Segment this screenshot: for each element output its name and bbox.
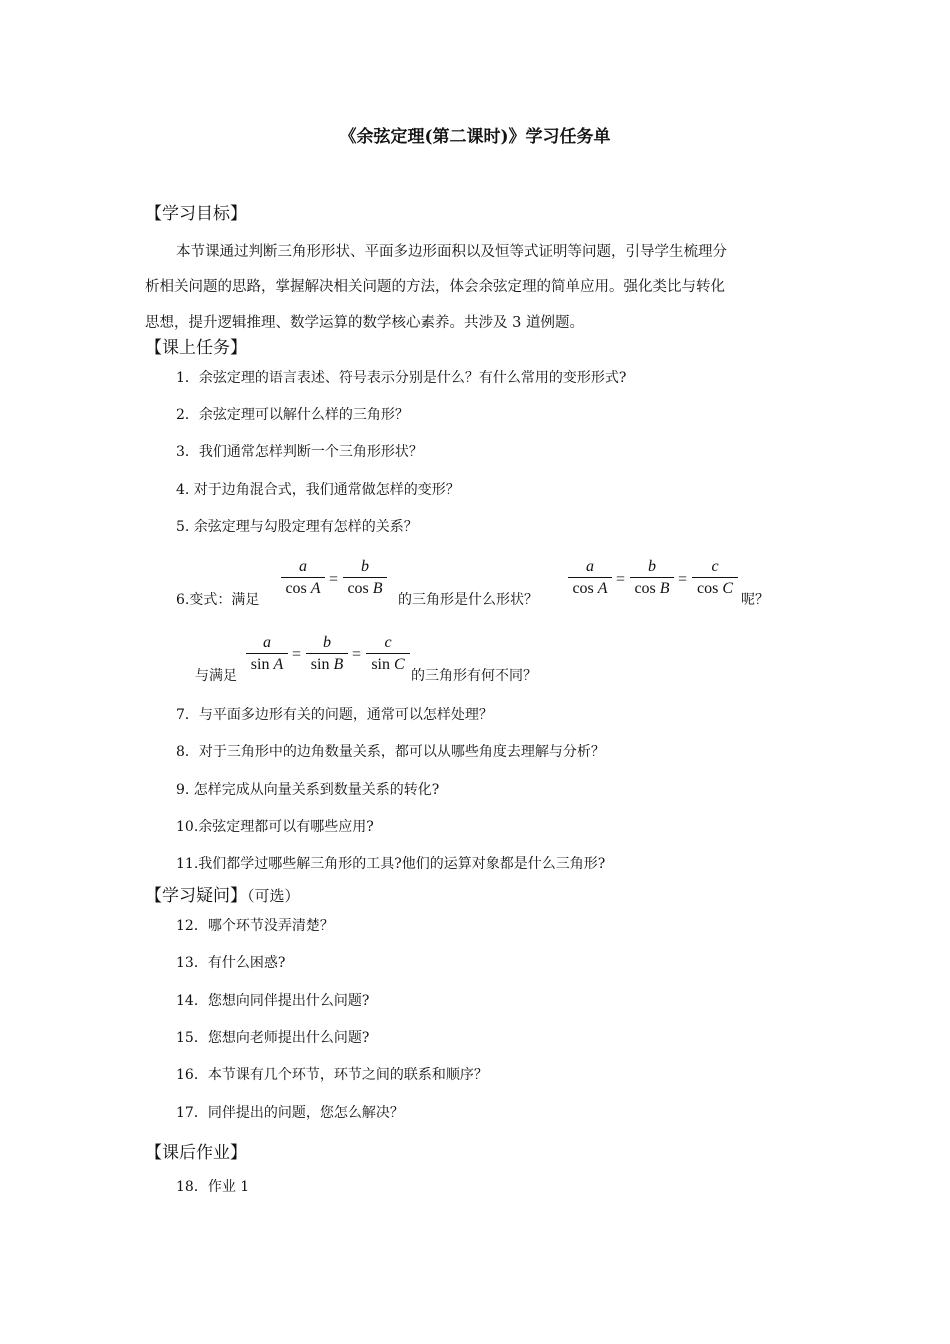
- task-item-6-line2-prefix: 与满足: [195, 668, 237, 684]
- task-item-7: 7．与平面多边形有关的问题，通常可以怎样处理？: [176, 707, 493, 723]
- fraction-a-over-sinA: a sin A: [246, 633, 288, 676]
- section-heading-goals: 【学习目标】: [145, 204, 247, 224]
- goals-line-2: 析相关问题的思路，掌握解决相关问题的方法，体会余弦定理的简单应用。强化类比与转化: [145, 279, 725, 295]
- fraction-a-over-cosA: a cos A: [281, 557, 325, 600]
- equals-sign: =: [352, 646, 362, 663]
- task-item-5: 5. 余弦定理与勾股定理有怎样的关系？: [176, 519, 418, 535]
- equals-sign: =: [678, 571, 688, 588]
- fraction-b-over-sinB: b sin B: [306, 633, 348, 676]
- goals-line-1: 本节课通过判断三角形形状、平面多边形面积以及恒等式证明等问题，引导学生梳理分: [176, 244, 727, 260]
- fraction-a-over-cosA-2: a cos A: [568, 557, 612, 600]
- task-item-8: 8．对于三角形中的边角数量关系，都可以从哪些角度去理解与分析？: [176, 744, 605, 760]
- section-heading-homework: 【课后作业】: [145, 1143, 247, 1163]
- task-item-11: 11.我们都学过哪些解三角形的工具?他们的运算对象都是什么三角形?: [176, 856, 606, 872]
- task-item-2: 2．余弦定理可以解什么样的三角形？: [176, 407, 409, 423]
- equals-sign: =: [616, 571, 626, 588]
- fraction-b-over-cosB-2: b cos B: [630, 557, 674, 600]
- task-item-1: 1．余弦定理的语言表述、符号表示分别是什么？有什么常用的变形形式?: [176, 370, 627, 386]
- section-heading-tasks: 【课上任务】: [145, 338, 247, 358]
- question-item-14: 14．您想向同伴提出什么问题?: [176, 993, 370, 1009]
- fraction-c-over-sinC: c sin C: [366, 633, 410, 676]
- task-item-4: 4. 对于边角混合式，我们通常做怎样的变形？: [176, 482, 460, 498]
- section-heading-questions: 【学习疑问】（可选）: [145, 886, 300, 906]
- question-item-12: 12．哪个环节没弄清楚？: [176, 918, 334, 934]
- task-item-6-line2-suffix: 的三角形有何不同？: [411, 668, 537, 684]
- question-item-16: 16．本节课有几个环节，环节之间的联系和顺序？: [176, 1067, 488, 1083]
- task-item-9: 9. 怎样完成从向量关系到数量关系的转化?: [176, 782, 440, 798]
- homework-item-18: 18．作业 1: [176, 1179, 250, 1195]
- fraction-c-over-cosC: c cos C: [692, 557, 738, 600]
- task-item-3: 3．我们通常怎样判断一个三角形形状？: [176, 444, 423, 460]
- task-item-6-suffix: 呢？: [741, 592, 769, 608]
- equals-sign: =: [329, 571, 339, 588]
- goals-line-3: 思想，提升逻辑推理、数学运算的数学核心素养。共涉及 3 道例题。: [145, 315, 584, 331]
- task-item-6-middle: 的三角形是什么形状？: [398, 592, 538, 608]
- equals-sign: =: [292, 646, 302, 663]
- question-item-13: 13．有什么困惑?: [176, 955, 286, 971]
- fraction-b-over-cosB: b cos B: [343, 557, 387, 600]
- page-title: 《余弦定理(第二课时)》学习任务单: [339, 127, 611, 147]
- optional-note: （可选）: [247, 887, 300, 905]
- question-item-17: 17．同伴提出的问题，您怎么解决？: [176, 1105, 404, 1121]
- question-item-15: 15．您想向老师提出什么问题?: [176, 1030, 370, 1046]
- task-item-6-prefix: 6.变式：满足: [176, 592, 260, 608]
- task-item-10: 10.余弦定理都可以有哪些应用?: [176, 819, 374, 835]
